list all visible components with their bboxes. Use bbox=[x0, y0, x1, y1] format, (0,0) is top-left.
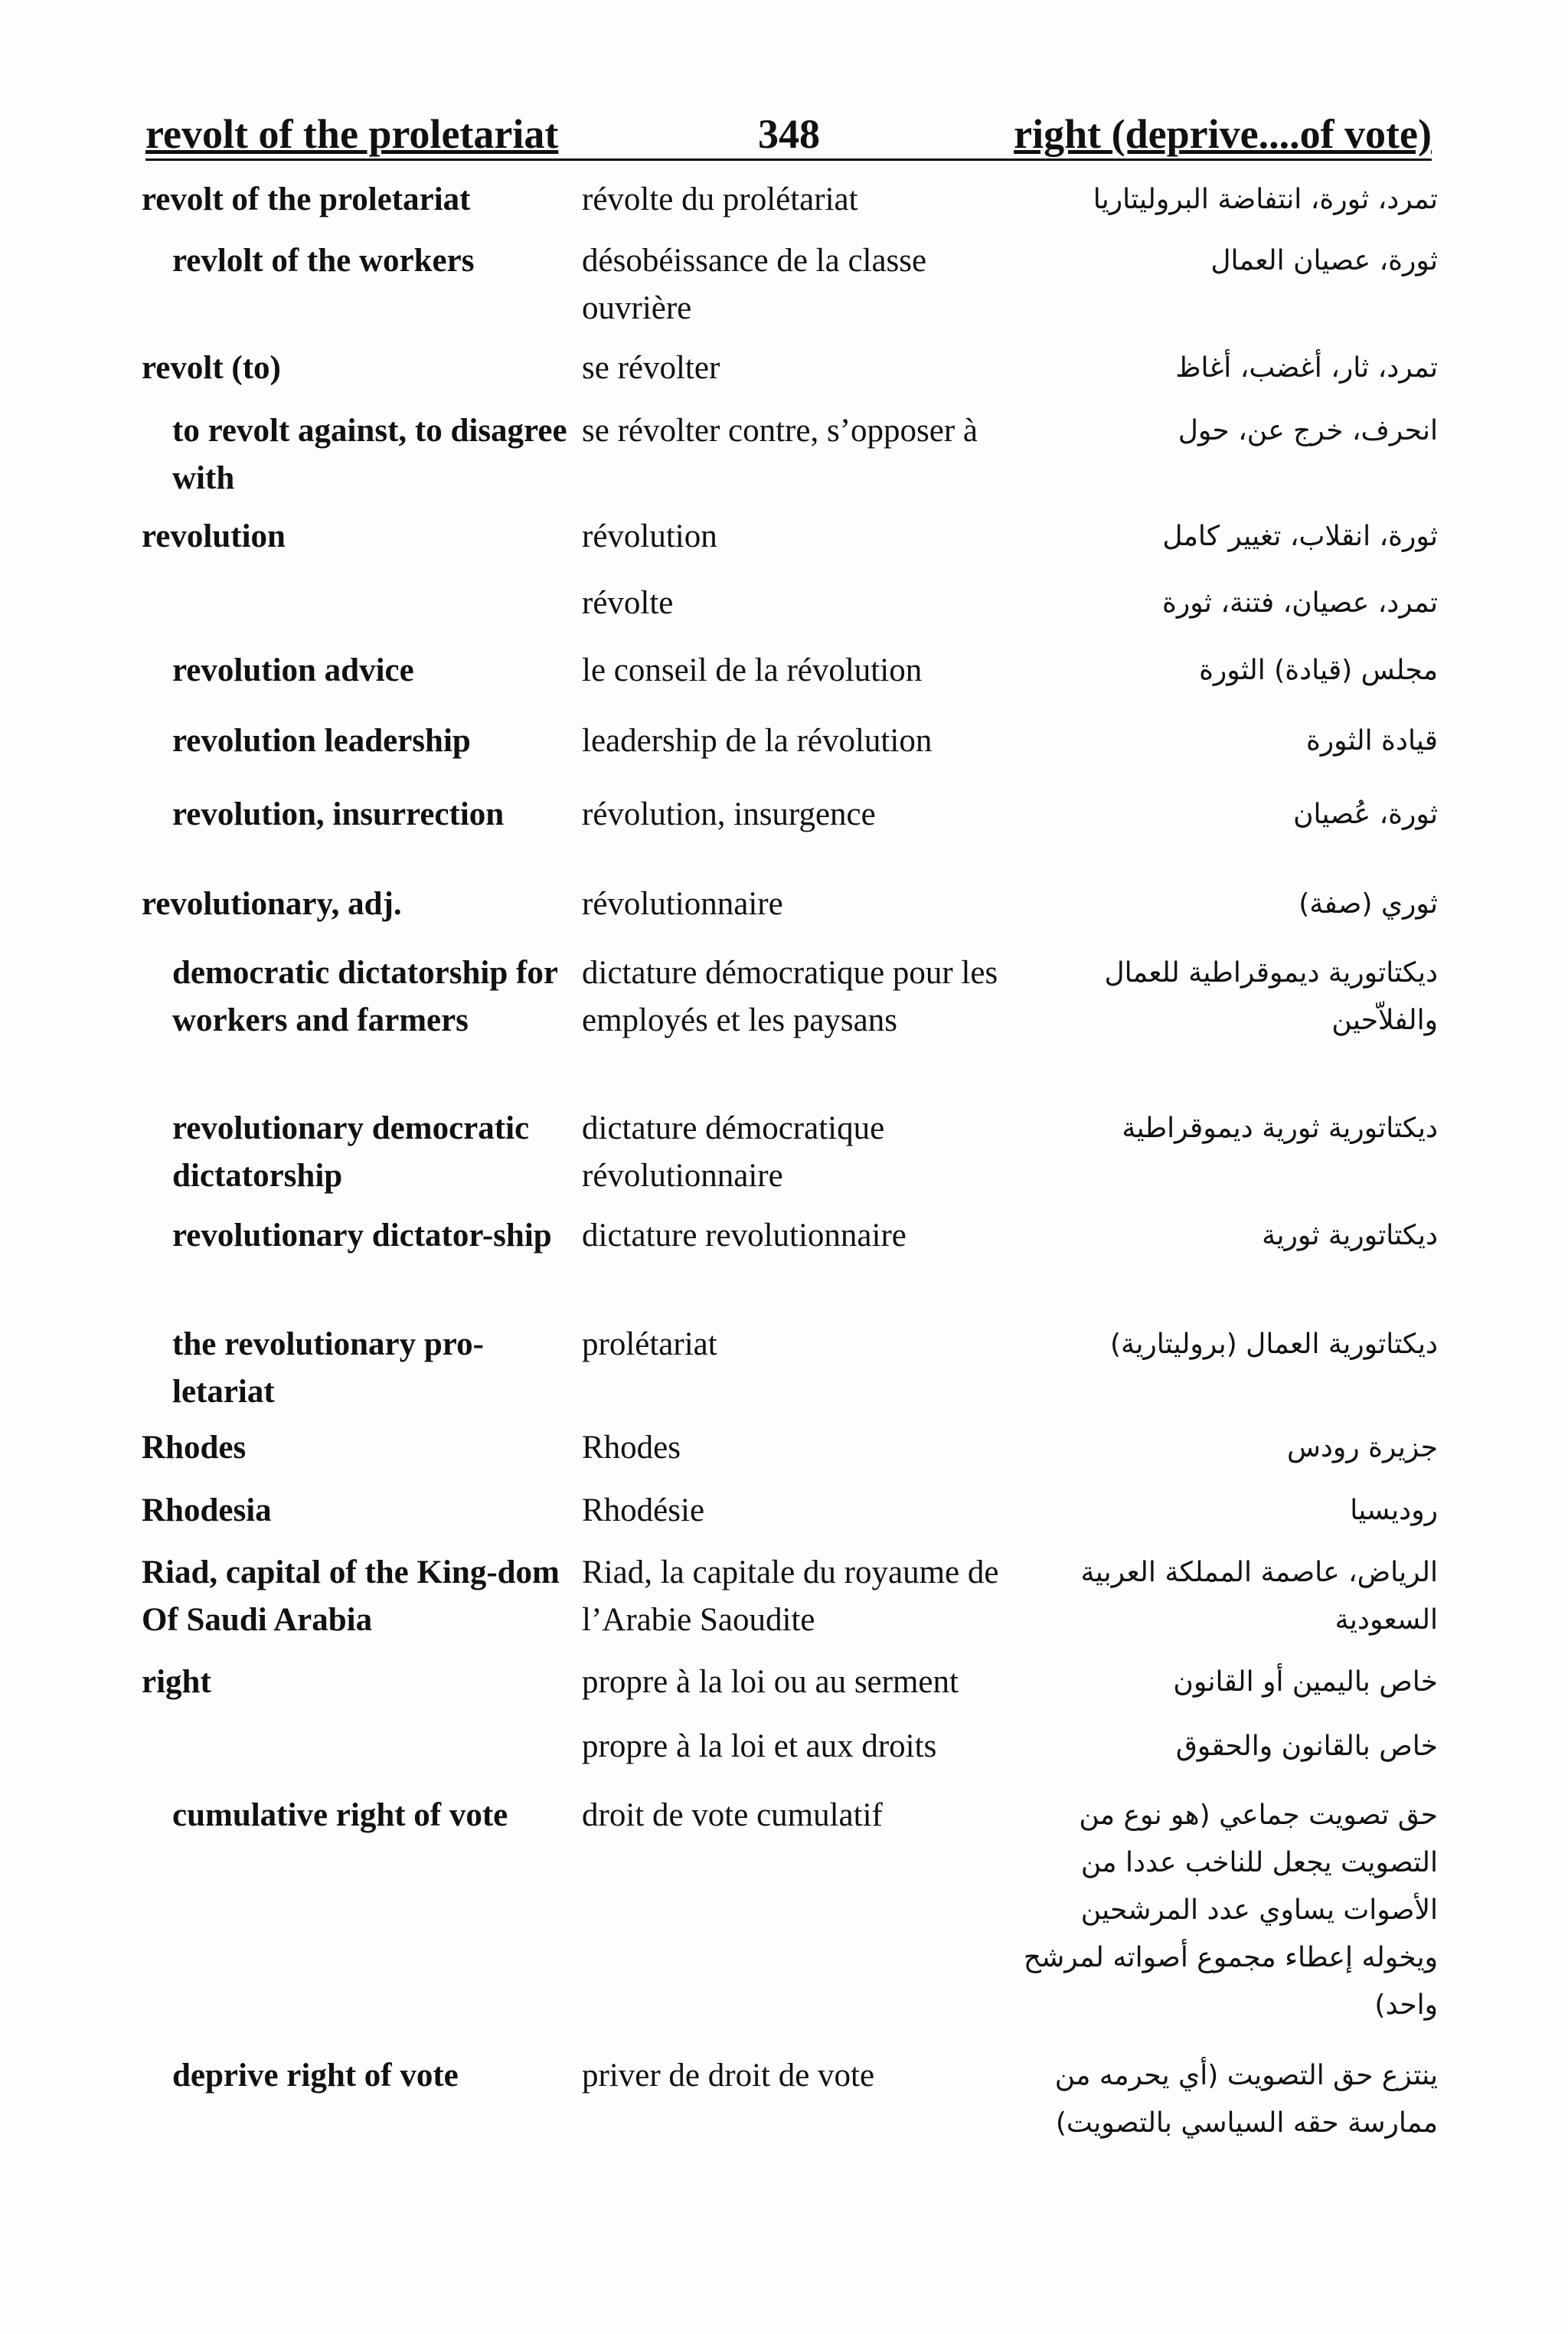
entry-arabic: تمرد، عصيان، فتنة، ثورة bbox=[1162, 587, 1438, 619]
entry-english: revolutionary, adj. bbox=[142, 886, 402, 922]
entry-english: Riad, capital of the King-dom Of Saudi Arabia bbox=[142, 1554, 560, 1638]
entry-french: dictature démocratique pour les employés et les paysans bbox=[582, 955, 998, 1038]
entry-french: prolétariat bbox=[582, 1326, 717, 1362]
entry-english: Rhodes bbox=[142, 1430, 247, 1466]
entry-arabic: ثورة، عُصيان bbox=[1293, 799, 1438, 830]
entry-french: révolutionnaire bbox=[582, 886, 783, 922]
entry-french: propre à la loi ou au serment bbox=[582, 1664, 959, 1700]
entry-french: révolte du prolétariat bbox=[582, 181, 858, 217]
entry-french: se révolter contre, s’opposer à bbox=[582, 413, 978, 449]
header-first-entry: revolt of the proletariat bbox=[145, 111, 559, 157]
entry-french: révolte bbox=[582, 585, 674, 621]
entry-arabic: ينتزع حق التصويت (أي يحرمه من ممارسة حقه السياسي بالتصويت) bbox=[1054, 2060, 1438, 2139]
entry-arabic: ديكتاتورية ديموقراطية للعمال والفلاّحين bbox=[1104, 957, 1438, 1036]
entry-arabic: ديكتاتورية العمال (بروليتارية) bbox=[1110, 1329, 1438, 1360]
entry-arabic: حق تصويت جماعي (هو نوع من التصويت يجعل للناخب عددا من الأصوات يساوي عدد المرشحين ويخوله إعطاء مجموع أصواته لمرشح واحد) bbox=[1023, 1800, 1438, 2021]
header-last-entry: right (deprive....of vote) bbox=[1014, 111, 1432, 157]
entry-arabic: روديسيا bbox=[1350, 1495, 1438, 1526]
entry-english: revolution, insurrection bbox=[172, 796, 505, 832]
entry-arabic: ديكتاتورية ثورية bbox=[1262, 1220, 1438, 1251]
entry-arabic: ثوري (صفة) bbox=[1298, 888, 1438, 920]
entry-english: revolution bbox=[142, 518, 286, 554]
entry-french: révolution bbox=[582, 518, 717, 554]
entry-french: priver de droit de vote bbox=[582, 2058, 875, 2094]
entry-arabic: ديكتاتورية ثورية ديموقراطية bbox=[1122, 1113, 1438, 1144]
entry-french: droit de vote cumulatif bbox=[582, 1797, 883, 1833]
entry-french: se révolter bbox=[582, 350, 720, 386]
entry-english: revolutionary dictator-ship bbox=[172, 1218, 552, 1254]
entry-english: revolt of the proletariat bbox=[142, 181, 471, 217]
entry-english: revlolt of the workers bbox=[172, 243, 475, 279]
entry-french: leadership de la révolution bbox=[582, 723, 933, 759]
entry-arabic: تمرد، ثار، أغضب، أغاظ bbox=[1175, 352, 1438, 384]
entry-english: revolt (to) bbox=[142, 350, 281, 386]
entry-arabic: الرياض، عاصمة المملكة العربية السعودية bbox=[1080, 1557, 1438, 1636]
entry-english: the revolutionary pro-letariat bbox=[172, 1326, 484, 1410]
entry-arabic: خاص بالقانون والحقوق bbox=[1175, 1731, 1438, 1762]
entry-french: le conseil de la révolution bbox=[582, 652, 923, 688]
entry-english: revolution leadership bbox=[172, 723, 471, 759]
entry-arabic: ثورة، انقلاب، تغيير كامل bbox=[1162, 521, 1438, 552]
entry-arabic: ثورة، عصيان العمال bbox=[1210, 245, 1438, 276]
page-number: 348 bbox=[758, 111, 820, 157]
entry-french: Rhodésie bbox=[582, 1492, 705, 1528]
entry-arabic: خاص باليمين أو القانون bbox=[1173, 1666, 1438, 1698]
entry-english: democratic dictatorship for workers and farmers bbox=[172, 955, 558, 1038]
entry-arabic: تمرد، ثورة، انتفاضة البروليتاريا bbox=[1093, 184, 1438, 215]
entry-french: Rhodes bbox=[582, 1430, 681, 1466]
entry-french: dictature revolutionnaire bbox=[582, 1218, 906, 1254]
entry-french: Riad, la capitale du royaume de l’Arabie Saoudite bbox=[582, 1554, 999, 1638]
entry-french: révolution, insurgence bbox=[582, 796, 876, 832]
entry-arabic: انحرف، خرج عن، حول bbox=[1178, 415, 1438, 446]
entry-french: propre à la loi et aux droits bbox=[582, 1728, 937, 1764]
entry-french: désobéissance de la classe ouvrière bbox=[582, 243, 927, 326]
entry-arabic: جزيرة رودس bbox=[1286, 1432, 1438, 1463]
entry-english: right bbox=[142, 1664, 211, 1700]
entry-english: revolutionary democratic dictatorship bbox=[172, 1110, 530, 1194]
entry-french: dictature démocratique révolutionnaire bbox=[582, 1110, 885, 1194]
entry-english: deprive right of vote bbox=[172, 2058, 459, 2094]
entry-arabic: مجلس (قيادة) الثورة bbox=[1199, 655, 1438, 686]
entry-arabic: قيادة الثورة bbox=[1305, 725, 1438, 757]
entry-english: Rhodesia bbox=[142, 1492, 272, 1528]
entry-english: cumulative right of vote bbox=[172, 1797, 508, 1833]
entry-english: to revolt against, to disagree with bbox=[172, 413, 567, 496]
entry-english: revolution advice bbox=[172, 652, 414, 688]
